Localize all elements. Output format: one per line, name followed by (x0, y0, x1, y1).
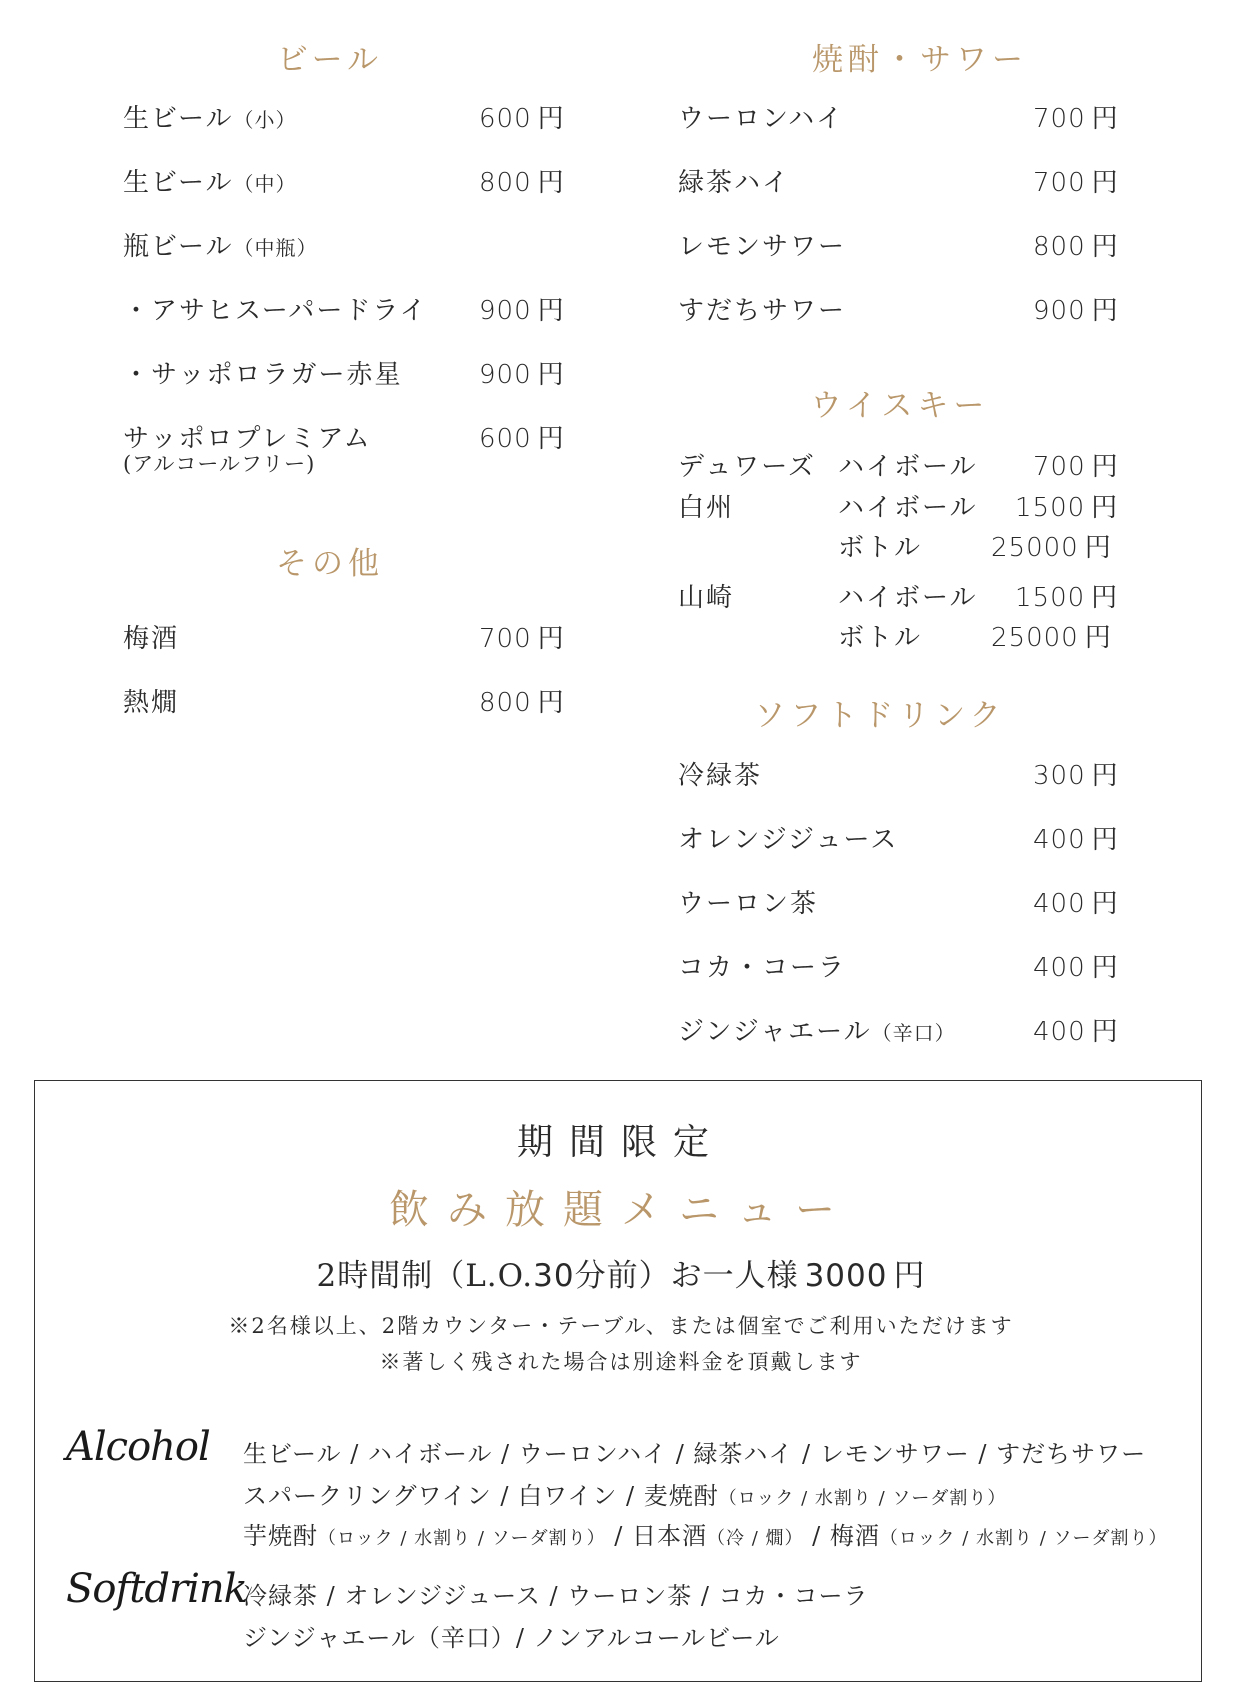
beer-heading: ビール (276, 42, 384, 78)
menu-item (678, 617, 1138, 653)
item-price: 25000 (991, 533, 1079, 563)
item-price: 25000 (991, 623, 1079, 653)
item-brand: 山崎 (678, 583, 735, 613)
item-style: ボトル (838, 623, 923, 653)
menu-item (123, 618, 583, 654)
list-note: （ロック / 水割り / ソーダ割り） (318, 1528, 606, 1549)
menu-item (678, 290, 1138, 326)
item-name: 生ビール (123, 168, 234, 198)
softdrink-heading: ソフトドリンク (754, 698, 1006, 734)
menu-item (678, 162, 1138, 198)
item-price: 400 (1033, 889, 1086, 919)
yen-label: 円 (1091, 168, 1120, 198)
list-text: スパークリングワイン / 白ワイン / 麦焼酎 (243, 1482, 719, 1510)
list-note: （ロック / 水割り / ソーダ割り） (879, 1528, 1168, 1549)
yen-label: 円 (537, 624, 566, 654)
yen-label: 円 (1091, 296, 1120, 326)
plan-description (0, 1250, 1242, 1295)
menu-item (678, 446, 1138, 482)
yen-label: 円 (1084, 623, 1113, 653)
yen-label: 円 (537, 296, 566, 326)
menu-item (678, 755, 1138, 791)
yen-label: 円 (537, 168, 566, 198)
item-note: （中瓶） (233, 236, 318, 260)
item-price: 600 (479, 424, 532, 454)
menu-item (678, 487, 1138, 523)
menu-item (678, 947, 1138, 983)
yen-label: 円 (1091, 1017, 1120, 1047)
menu-item (123, 226, 583, 262)
softdrink-list-line: 冷緑茶 / オレンジジュース / ウーロン茶 / コカ・コーラ (243, 1582, 869, 1610)
item-subtitle: (アルコールフリー) (123, 452, 316, 476)
menu-item (123, 354, 583, 390)
other-heading: その他 (276, 546, 384, 582)
item-style: ボトル (838, 533, 923, 563)
alcohol-list-line (243, 1516, 1168, 1551)
list-text: / 梅酒 (803, 1522, 880, 1550)
item-price: 400 (1033, 825, 1086, 855)
yen-label: 円 (537, 688, 566, 718)
menu-item (123, 162, 583, 198)
alcohol-list-line: 生ビール / ハイボール / ウーロンハイ / 緑茶ハイ / レモンサワー / すだちサワー (243, 1440, 1147, 1468)
note-line: ※2名様以上、2階カウンター・テーブル、または個室でご利用いただけます (228, 1314, 1014, 1338)
item-price: 700 (1033, 452, 1086, 482)
item-price: 900 (479, 360, 532, 390)
yen-label: 円 (1091, 493, 1120, 523)
item-price: 400 (1033, 953, 1086, 983)
list-note: （冷 / 燗） (707, 1528, 804, 1549)
menu-item (678, 226, 1138, 262)
plan-price: 3000 (804, 1258, 888, 1294)
list-text: / 日本酒 (605, 1522, 707, 1550)
softdrink-label: Softdrink (66, 1566, 247, 1612)
item-style: ハイボール (838, 493, 978, 523)
item-style: ハイボール (838, 583, 978, 613)
list-text: 芋焼酎 (243, 1522, 318, 1550)
item-price: 900 (1033, 296, 1086, 326)
item-name: 緑茶ハイ (678, 168, 791, 198)
yen-label: 円 (1084, 533, 1113, 563)
list-note: （ロック / 水割り / ソーダ割り） (718, 1488, 1007, 1509)
item-name: ・アサヒスーパードライ (123, 296, 428, 326)
item-price: 700 (479, 624, 532, 654)
item-price: 700 (1033, 168, 1086, 198)
item-price: 600 (479, 104, 532, 134)
item-name: オレンジジュース (678, 825, 899, 855)
item-name: サッポロプレミアム (123, 424, 372, 454)
item-name: ジンジャエール (678, 1017, 872, 1047)
yen-label: 円 (1091, 104, 1120, 134)
yen-label: 円 (537, 360, 566, 390)
menu-item (123, 682, 583, 718)
yen-label: 円 (1091, 761, 1120, 791)
menu-item (678, 527, 1138, 563)
yen-label: 円 (1091, 953, 1120, 983)
whisky-heading: ウイスキー (810, 388, 990, 424)
item-price: 800 (479, 688, 532, 718)
menu-item (678, 883, 1138, 919)
yen-label: 円 (1091, 452, 1120, 482)
item-price: 1500 (1015, 493, 1086, 523)
item-name: ・サッポロラガー赤星 (123, 360, 403, 390)
yen-label: 円 (1091, 889, 1120, 919)
item-style: ハイボール (838, 452, 978, 482)
alcohol-label: Alcohol (66, 1424, 210, 1470)
yen-label: 円 (1091, 583, 1120, 613)
item-price: 900 (479, 296, 532, 326)
item-name: 熱燗 (123, 688, 180, 718)
yen-label: 円 (893, 1258, 926, 1294)
yen-label: 円 (537, 104, 566, 134)
item-name: ウーロン茶 (678, 889, 819, 919)
item-brand: 白州 (678, 493, 735, 523)
shochu-heading: 焼酎・サワー (812, 42, 1028, 78)
menu-item (123, 290, 583, 326)
plan-lo-minutes: 30 (533, 1258, 575, 1294)
item-price: 800 (1033, 232, 1086, 262)
menu-item (678, 577, 1138, 613)
menu-item (123, 98, 583, 134)
item-price: 700 (1033, 104, 1086, 134)
item-name: すだちサワー (678, 296, 847, 326)
item-note: （中） (233, 172, 297, 196)
menu-item (678, 98, 1138, 134)
note-line: ※著しく残された場合は別途料金を頂戴します (379, 1350, 863, 1374)
item-name: 梅酒 (123, 624, 180, 654)
item-name: 瓶ビール (123, 232, 234, 262)
nomihodai-title: 飲み放題メニュー (389, 1187, 853, 1233)
item-name: コカ・コーラ (678, 953, 847, 983)
plan-text: 分前）お一人様 (574, 1258, 799, 1294)
item-price: 1500 (1015, 583, 1086, 613)
item-name: 生ビール (123, 104, 234, 134)
yen-label: 円 (1091, 825, 1120, 855)
item-name: レモンサワー (678, 232, 847, 262)
item-price: 400 (1033, 1017, 1086, 1047)
yen-label: 円 (537, 424, 566, 454)
item-name: ウーロンハイ (678, 104, 845, 134)
item-note: （辛口） (871, 1021, 956, 1045)
item-brand: デュワーズ (678, 452, 816, 482)
menu-item (678, 819, 1138, 855)
limited-time-title: 期間限定 (516, 1122, 725, 1163)
menu-item (123, 418, 583, 482)
item-price: 800 (479, 168, 532, 198)
item-name: 冷緑茶 (678, 761, 763, 791)
yen-label: 円 (1091, 232, 1120, 262)
alcohol-list-line (243, 1476, 1006, 1511)
item-price: 300 (1033, 761, 1086, 791)
item-note: （小） (233, 108, 297, 132)
plan-text: 2時間制（L.O. (316, 1258, 534, 1294)
menu-item (678, 1011, 1138, 1047)
softdrink-list-line: ジンジャエール（辛口）/ ノンアルコールビール (243, 1624, 780, 1652)
